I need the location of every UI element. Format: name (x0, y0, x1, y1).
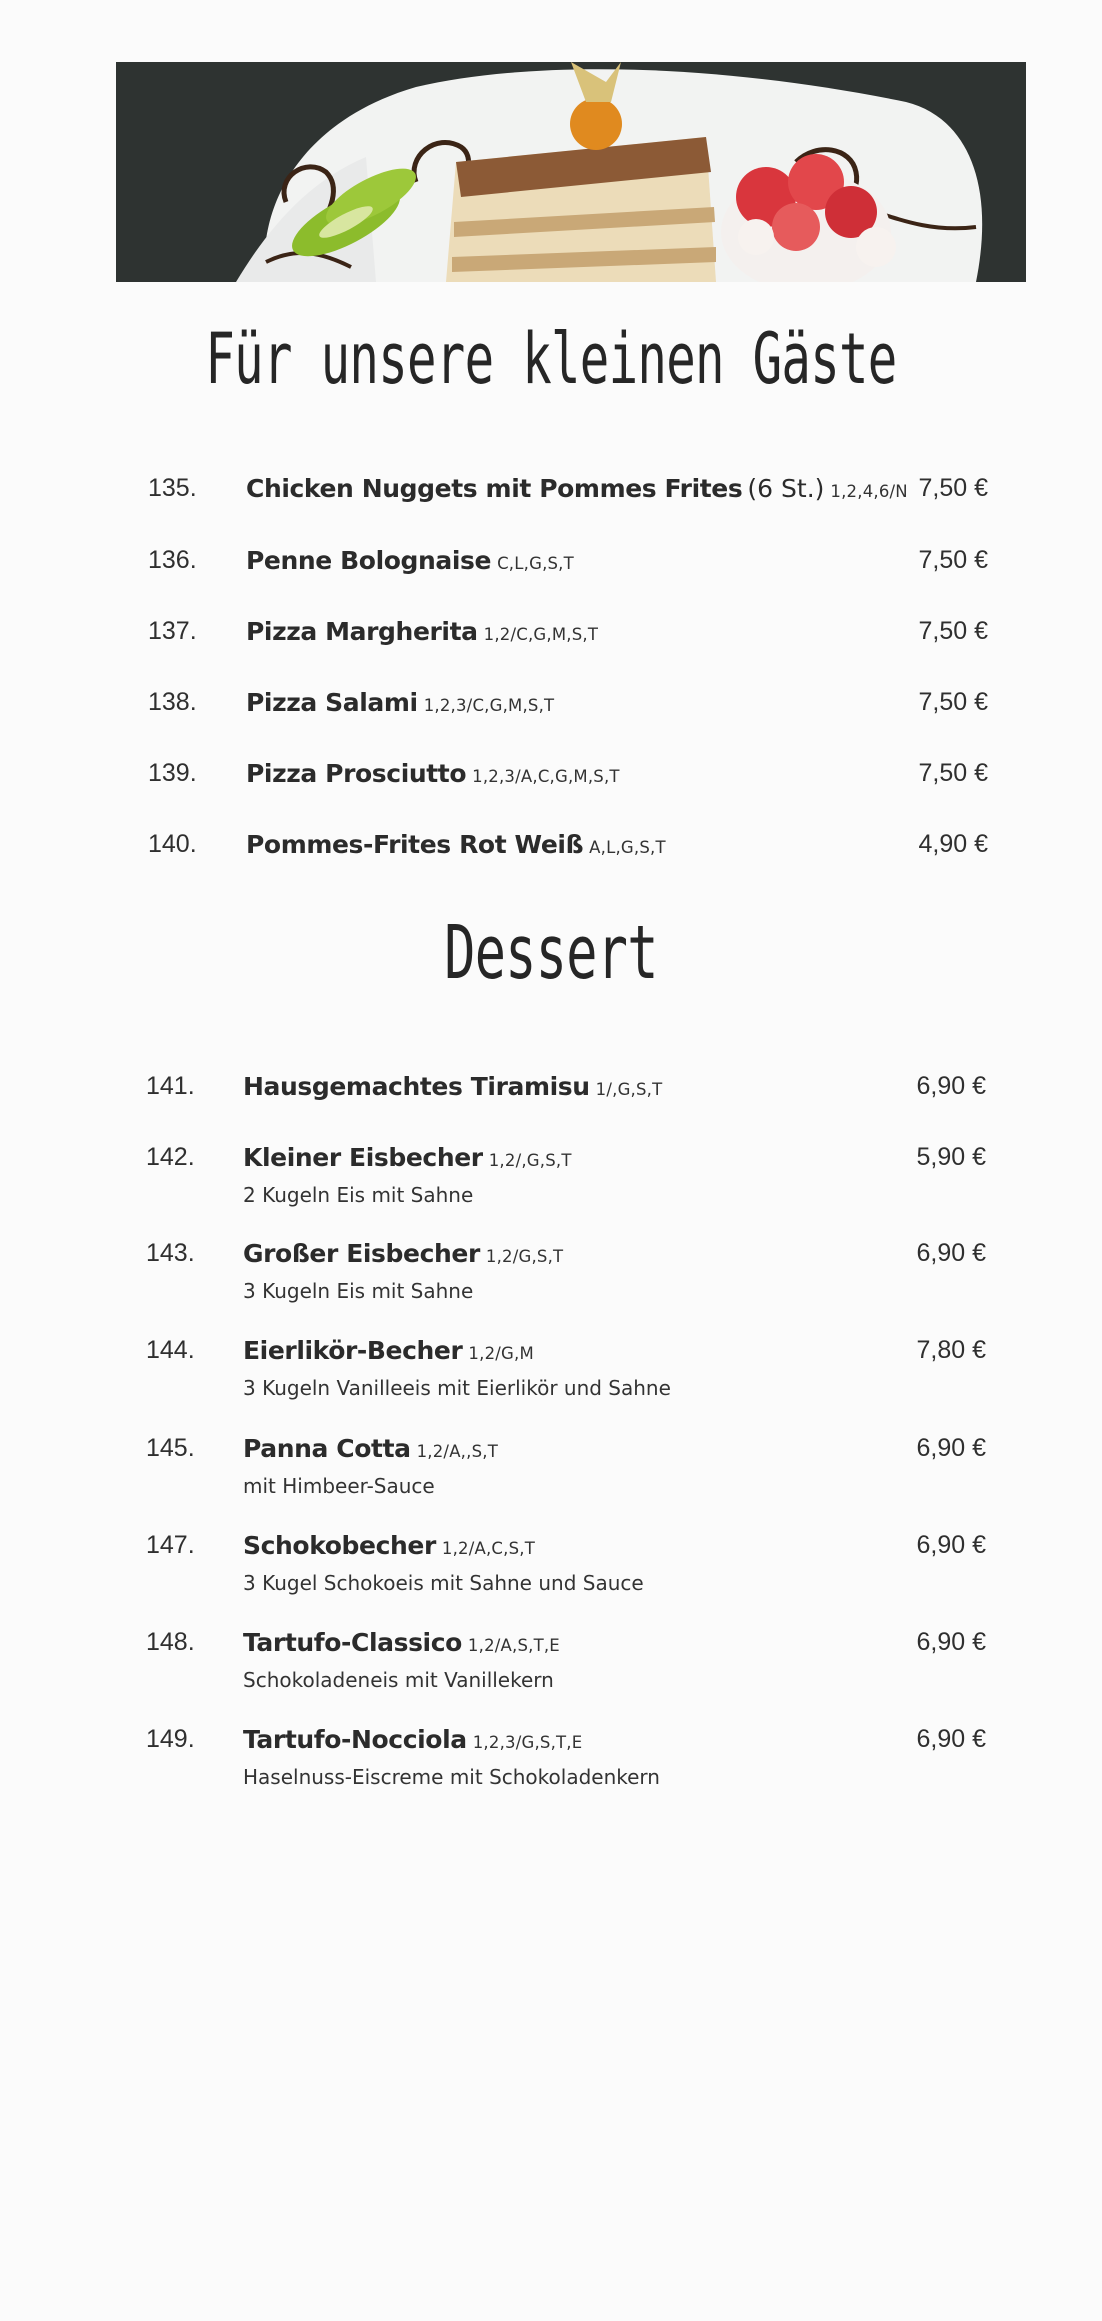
item-price: 5,90 € (916, 1143, 986, 1171)
item-name: Pizza Prosciutto (246, 759, 467, 788)
item-name-line (243, 1628, 560, 1657)
item-name-line (243, 1143, 572, 1172)
item-name: Pizza Salami (246, 688, 418, 717)
item-name: Tartufo-Nocciola (243, 1725, 467, 1754)
item-portion: (6 St.) (747, 474, 825, 503)
item-description: 3 Kugeln Eis mit Sahne (243, 1279, 474, 1303)
item-allergens: C,L,G,S,T (497, 554, 574, 573)
item-description: Schokoladeneis mit Vanillekern (243, 1668, 554, 1692)
item-number: 144. (146, 1336, 195, 1364)
item-price: 6,90 € (916, 1072, 986, 1100)
item-name: Penne Bolognaise (246, 546, 492, 575)
item-allergens: 1,2/A,C,S,T (441, 1539, 535, 1558)
menu-item (0, 1531, 1102, 1601)
item-price: 7,50 € (918, 759, 988, 787)
menu-item (0, 830, 1102, 900)
item-allergens: 1,2,3/G,S,T,E (472, 1733, 583, 1752)
item-number: 143. (146, 1239, 195, 1267)
menu-item (0, 617, 1102, 687)
item-number: 147. (146, 1531, 195, 1559)
item-allergens: 1,2,3/C,G,M,S,T (423, 696, 555, 715)
item-name-line (246, 546, 574, 575)
item-price: 4,90 € (918, 830, 988, 858)
item-name-line (243, 1434, 498, 1463)
item-name: Hausgemachtes Tiramisu (243, 1072, 590, 1101)
item-name: Pizza Margherita (246, 617, 478, 646)
item-name-line (246, 617, 598, 646)
item-number: 141. (146, 1072, 195, 1100)
item-number: 137. (148, 617, 197, 645)
item-name: Schokobecher (243, 1531, 436, 1560)
item-allergens: A,L,G,S,T (589, 838, 666, 857)
menu-item (0, 1239, 1102, 1309)
item-description: Haselnuss-Eiscreme mit Schokoladenkern (243, 1765, 660, 1789)
item-name: Großer Eisbecher (243, 1239, 480, 1268)
item-name-line (243, 1336, 534, 1365)
menu-item (0, 1143, 1102, 1213)
menu-item (0, 1072, 1102, 1142)
section-title-kids: Für unsere kleinen Gäste (205, 318, 897, 400)
item-number: 142. (146, 1143, 195, 1171)
item-allergens: 1,2/C,G,M,S,T (483, 625, 599, 644)
item-allergens: 1,2/A,S,T,E (467, 1636, 560, 1655)
menu-item (0, 474, 1102, 544)
item-name-line (246, 759, 620, 788)
item-price: 7,50 € (918, 474, 988, 502)
item-allergens: 1,2,4,6/N (830, 482, 908, 501)
item-allergens: 1/,G,S,T (595, 1080, 663, 1099)
item-allergens: 1,2,3/A,C,G,M,S,T (472, 767, 620, 786)
item-description: 3 Kugeln Vanilleeis mit Eierlikör und Sahne (243, 1376, 671, 1400)
item-name-line (243, 1239, 563, 1268)
item-name: Kleiner Eisbecher (243, 1143, 483, 1172)
item-price: 7,50 € (918, 617, 988, 645)
item-number: 145. (146, 1434, 195, 1462)
item-number: 148. (146, 1628, 195, 1656)
item-number: 149. (146, 1725, 195, 1753)
item-price: 7,50 € (918, 688, 988, 716)
item-number: 140. (148, 830, 197, 858)
item-number: 135. (148, 474, 197, 502)
item-number: 138. (148, 688, 197, 716)
section-title-dessert: Dessert (444, 910, 658, 996)
item-name: Eierlikör-Becher (243, 1336, 463, 1365)
item-name: Tartufo-Classico (243, 1628, 462, 1657)
item-price: 7,80 € (916, 1336, 986, 1364)
item-description: 3 Kugel Schokoeis mit Sahne und Sauce (243, 1571, 644, 1595)
item-name-line (246, 688, 554, 717)
item-allergens: 1,2/G,M (468, 1344, 534, 1363)
item-price: 6,90 € (916, 1434, 986, 1462)
item-name-line (246, 830, 666, 859)
item-name: Panna Cotta (243, 1434, 411, 1463)
item-description: 2 Kugeln Eis mit Sahne (243, 1183, 474, 1207)
menu-item (0, 546, 1102, 616)
menu-item (0, 759, 1102, 829)
dessert-banner-image (116, 62, 1026, 282)
item-name-line (246, 474, 908, 503)
item-number: 136. (148, 546, 197, 574)
item-price: 6,90 € (916, 1531, 986, 1559)
menu-item (0, 1434, 1102, 1504)
item-name-line (243, 1531, 535, 1560)
item-price: 7,50 € (918, 546, 988, 574)
item-price: 6,90 € (916, 1725, 986, 1753)
menu-item (0, 688, 1102, 758)
item-description: mit Himbeer-Sauce (243, 1474, 435, 1498)
item-name: Pommes-Frites Rot Weiß (246, 830, 584, 859)
item-price: 6,90 € (916, 1239, 986, 1267)
item-name: Chicken Nuggets mit Pommes Frites (246, 474, 743, 503)
item-name-line (243, 1725, 582, 1754)
item-allergens: 1,2/,G,S,T (488, 1151, 572, 1170)
item-name-line (243, 1072, 662, 1101)
menu-item (0, 1628, 1102, 1698)
item-allergens: 1,2/G,S,T (485, 1247, 564, 1266)
item-number: 139. (148, 759, 197, 787)
item-allergens: 1,2/A,,S,T (416, 1442, 498, 1461)
menu-item (0, 1336, 1102, 1406)
item-price: 6,90 € (916, 1628, 986, 1656)
menu-item (0, 1725, 1102, 1795)
